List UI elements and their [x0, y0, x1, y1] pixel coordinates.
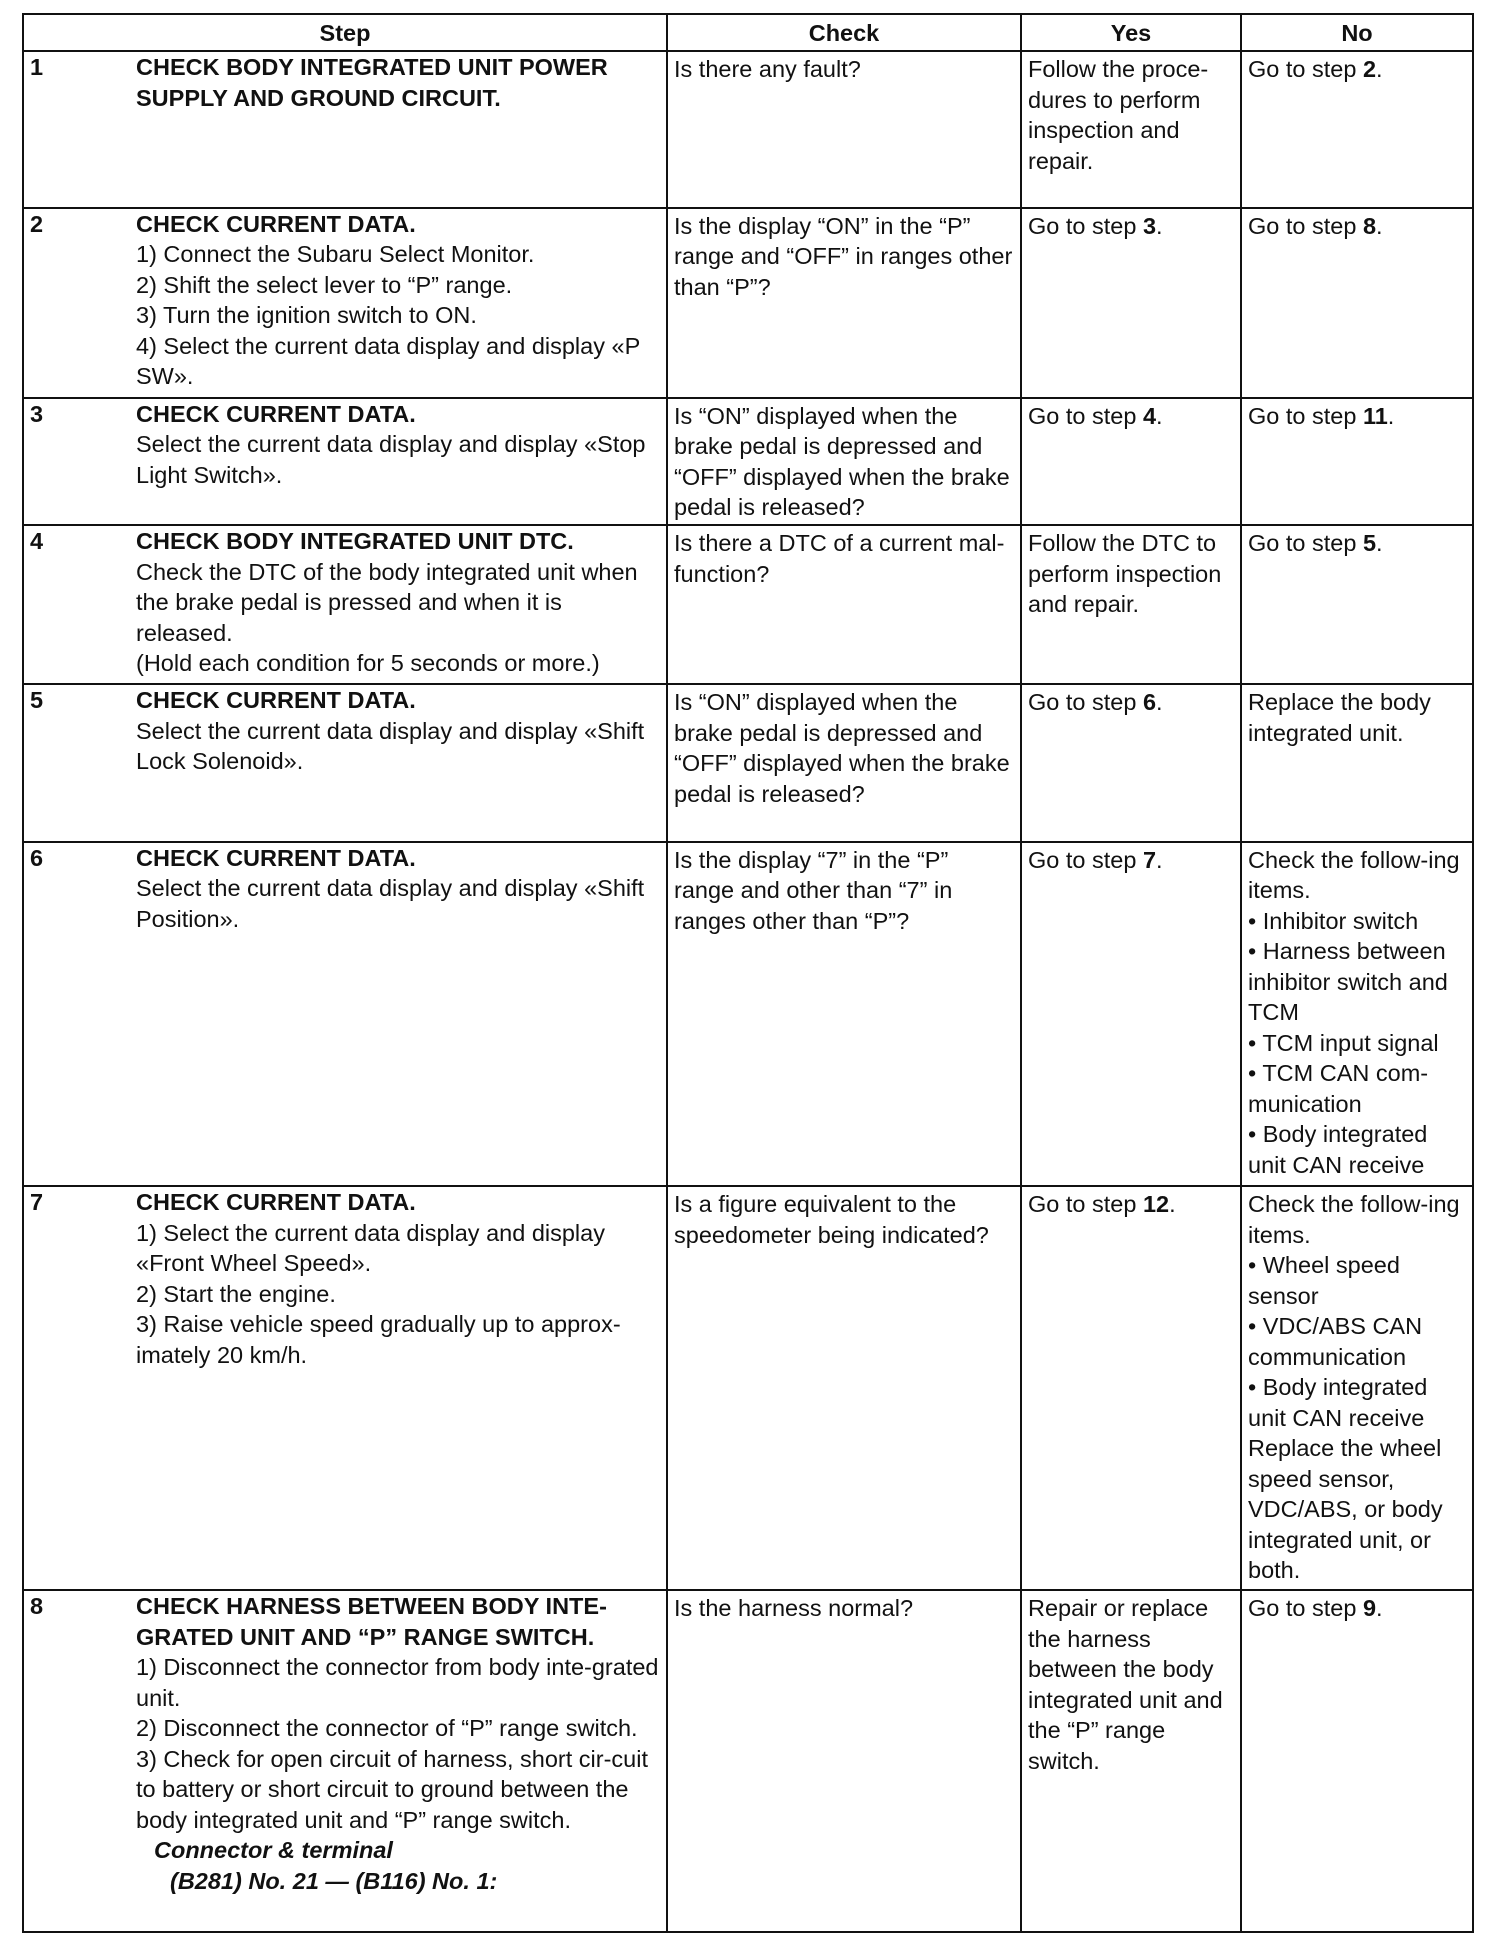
yes-cell	[1021, 1186, 1241, 1590]
step-title: CHECK CURRENT DATA.	[136, 210, 416, 237]
yes-suffix: .	[1156, 846, 1163, 873]
check-cell: Is the display “7” in the “P” range and other than “7” in ranges other than “P”?	[667, 842, 1021, 1187]
step-number: 4	[30, 528, 44, 555]
step-title: CHECK BODY INTEGRATED UNIT POWER SUPPLY AND GROUND CIRCUIT.	[136, 54, 608, 111]
no-cell	[1241, 208, 1473, 398]
yes-prefix: Go to step	[1028, 689, 1143, 716]
step-line: 1) Connect the Subaru Select Monitor.	[136, 241, 535, 268]
step-line: Select the current data display and display «Shift Lock Solenoid».	[136, 717, 645, 775]
step-cell	[23, 51, 667, 208]
yes-step-link: 12	[1142, 1191, 1170, 1218]
no-suffix: .	[1376, 530, 1383, 557]
yes-step-link: 7	[1142, 846, 1157, 873]
no-item: • TCM input signal	[1248, 1029, 1439, 1056]
step-number: 7	[30, 1189, 44, 1216]
yes-cell: Follow the DTC to perform inspection and repair.	[1021, 525, 1241, 684]
yes-suffix: .	[1169, 1191, 1176, 1218]
step-line: 4) Select the current data display and display «P SW».	[136, 332, 640, 390]
check-cell: Is there a DTC of a current mal-function?	[667, 525, 1021, 684]
check-cell: Is “ON” displayed when the brake pedal is depressed and “OFF” displayed when the brake pedal is released?	[667, 684, 1021, 842]
step-title: CHECK CURRENT DATA.	[136, 844, 416, 871]
no-prefix: Go to step	[1248, 212, 1363, 239]
no-item: • Wheel speed sensor	[1248, 1252, 1400, 1309]
step-line: (Hold each condition for 5 seconds or more.)	[136, 650, 600, 677]
check-cell: Is “ON” displayed when the brake pedal is depressed and “OFF” displayed when the brake pedal is released?	[667, 398, 1021, 526]
step-cell	[23, 1186, 667, 1590]
step-number: 1	[30, 54, 44, 80]
no-suffix: .	[1387, 402, 1395, 429]
no-cell	[1241, 1186, 1473, 1590]
step-cell	[23, 842, 667, 1187]
yes-prefix: Go to step	[1028, 1191, 1143, 1218]
check-cell: Is the display “ON” in the “P” range and “OFF” in ranges other than “P”?	[667, 208, 1021, 398]
step-number: 2	[30, 210, 44, 237]
table-row	[23, 51, 1473, 208]
yes-prefix: Go to step	[1028, 846, 1143, 873]
no-item: • VDC/ABS CAN communication	[1248, 1313, 1423, 1370]
step-line: 3) Raise vehicle speed gradually up to approx-imately 20 km/h.	[136, 1311, 621, 1368]
step-line: 2) Start the engine.	[136, 1280, 336, 1307]
no-intro: Check the follow-ing items.	[1248, 1191, 1460, 1248]
no-item: • Body integrated unit CAN receive	[1248, 1121, 1428, 1178]
diagnostic-table	[22, 13, 1474, 1933]
table-row	[23, 208, 1473, 398]
check-cell: Is the harness normal?	[667, 1590, 1021, 1932]
no-item: • Harness between inhibitor switch and TCM	[1248, 938, 1448, 1026]
step-number: 5	[30, 687, 44, 714]
no-step-link: 5	[1362, 530, 1377, 557]
no-prefix: Go to step	[1248, 56, 1363, 82]
yes-step-link: 4	[1142, 402, 1157, 429]
table-row	[23, 1590, 1473, 1932]
check-cell: Is a figure equivalent to the speedometer being indicated?	[667, 1186, 1021, 1590]
yes-step-link: 6	[1142, 689, 1157, 716]
yes-prefix: Go to step	[1028, 402, 1143, 429]
step-cell	[23, 208, 667, 398]
step-line: 1) Disconnect the connector from body inte-grated unit.	[136, 1654, 659, 1711]
no-prefix: Go to step	[1248, 1595, 1363, 1622]
step-title: CHECK CURRENT DATA.	[136, 400, 416, 427]
no-step-link: 11	[1362, 402, 1388, 429]
no-cell	[1241, 51, 1473, 208]
no-intro: Check the follow-ing items.	[1248, 846, 1460, 904]
step-line: 2) Disconnect the connector of “P” range switch.	[136, 1715, 638, 1742]
yes-cell: Repair or replace the harness between the body integrated unit and the “P” range switch.	[1021, 1590, 1241, 1932]
no-suffix: .	[1376, 212, 1383, 239]
step-title: CHECK CURRENT DATA.	[136, 687, 416, 714]
step-cell	[23, 684, 667, 842]
table-row	[23, 684, 1473, 842]
connector-label: Connector & terminal	[154, 1837, 393, 1864]
table-row	[23, 842, 1473, 1187]
step-title: CHECK BODY INTEGRATED UNIT DTC.	[136, 528, 574, 555]
header-step: Step	[23, 14, 667, 51]
no-suffix: .	[1376, 56, 1383, 82]
step-line: 3) Turn the ignition switch to ON.	[136, 302, 477, 329]
step-line: 3) Check for open circuit of harness, short cir-cuit to battery or short circuit to ground between the body integrated unit and “P” range switch.	[136, 1745, 648, 1833]
step-number: 6	[30, 844, 44, 871]
no-item: • TCM CAN com-munication	[1248, 1060, 1429, 1117]
check-cell: Is there any fault?	[667, 51, 1021, 208]
yes-cell	[1021, 842, 1241, 1187]
yes-suffix: .	[1156, 212, 1163, 239]
no-step-link: 8	[1362, 212, 1377, 239]
yes-cell: Follow the proce-dures to perform inspection and repair.	[1021, 51, 1241, 208]
step-cell	[23, 1590, 667, 1932]
table-row	[23, 398, 1473, 526]
step-title: CHECK HARNESS BETWEEN BODY INTE-GRATED UNIT AND “P” RANGE SWITCH.	[136, 1593, 607, 1650]
header-row	[23, 14, 1473, 51]
step-line: 2) Shift the select lever to “P” range.	[136, 271, 513, 298]
table-row	[23, 1186, 1473, 1590]
step-number: 8	[30, 1593, 44, 1620]
step-cell	[23, 398, 667, 526]
yes-suffix: .	[1156, 689, 1163, 716]
no-item: • Body integrated unit CAN receive	[1248, 1374, 1428, 1431]
no-prefix: Go to step	[1248, 402, 1363, 429]
no-prefix: Go to step	[1248, 530, 1363, 557]
yes-cell	[1021, 208, 1241, 398]
no-cell	[1241, 1590, 1473, 1932]
no-outro: Replace the wheel speed sensor, VDC/ABS, or body integrated unit, or both.	[1248, 1435, 1443, 1584]
step-number: 3	[30, 400, 44, 427]
no-step-link: 2	[1362, 56, 1377, 82]
header-yes: Yes	[1021, 14, 1241, 51]
no-cell	[1241, 398, 1473, 526]
table-row	[23, 525, 1473, 684]
yes-prefix: Go to step	[1028, 212, 1143, 239]
no-suffix: .	[1376, 1595, 1383, 1622]
header-check: Check	[667, 14, 1021, 51]
no-cell	[1241, 842, 1473, 1187]
step-cell	[23, 525, 667, 684]
yes-suffix: .	[1156, 402, 1163, 429]
yes-step-link: 3	[1142, 212, 1157, 239]
no-item: • Inhibitor switch	[1248, 907, 1419, 934]
no-cell: Replace the body integrated unit.	[1241, 684, 1473, 842]
no-step-link: 9	[1362, 1595, 1377, 1622]
header-no: No	[1241, 14, 1473, 51]
yes-cell	[1021, 684, 1241, 842]
step-line: Select the current data display and display «Stop Light Switch».	[136, 431, 646, 488]
connector-value: (B281) No. 21 — (B116) No. 1:	[170, 1867, 498, 1894]
step-line: Check the DTC of the body integrated unit when the brake pedal is pressed and when it is released.	[136, 558, 638, 646]
step-title: CHECK CURRENT DATA.	[136, 1189, 416, 1216]
step-line: Select the current data display and display «Shift Position».	[136, 875, 645, 932]
yes-cell	[1021, 398, 1241, 526]
no-cell	[1241, 525, 1473, 684]
step-line: 1) Select the current data display and display «Front Wheel Speed».	[136, 1219, 605, 1277]
